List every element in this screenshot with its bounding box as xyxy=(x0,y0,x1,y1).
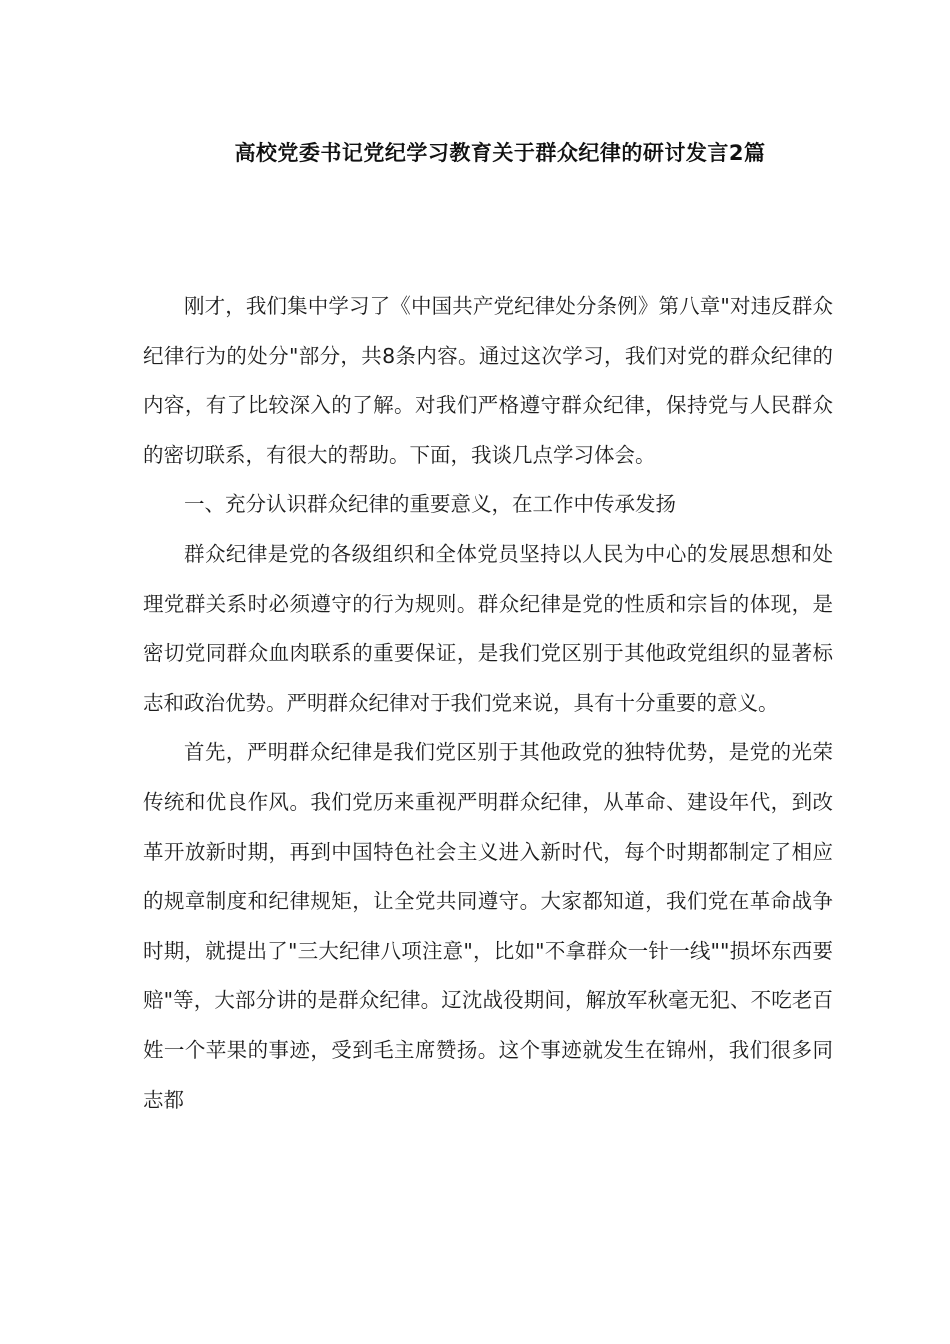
document-title: 高校党委书记党纪学习教育关于群众纪律的研讨发言2篇 xyxy=(234,141,766,165)
document-body xyxy=(143,282,833,1125)
section-heading-one: 一、充分认识群众纪律的重要意义，在工作中传承发扬 xyxy=(184,492,676,517)
paragraph-intro: 刚才，我们集中学习了《中国共产党纪律处分条例》第八章"对违反群众纪律行为的处分"部分，共8条内容。通过这次学习，我们对党的群众纪律的内容，有了比较深入的了解。对我们严格遵守群众纪律，保持党与人民群众的密切联系，有很大的帮助。下面，我谈几点学习体会。 xyxy=(143,294,833,467)
paragraph-definition: 群众纪律是党的各级组织和全体党员坚持以人民为中心的发展思想和处理党群关系时必须遵守的行为规则。群众纪律是党的性质和宗旨的体现，是密切党同群众血肉联系的重要保证，是我们党区别于其他政党组织的显著标志和政治优势。严明群众纪律对于我们党来说，具有十分重要的意义。 xyxy=(143,541,833,715)
paragraph-first-point: 首先，严明群众纪律是我们党区别于其他政党的独特优势，是党的光荣传统和优良作风。我们党历来重视严明群众纪律，从革命、建设年代，到改革开放新时期，再到中国特色社会主义进入新时代，每个时期都制定了相应的规章制度和纪律规矩，让全党共同遵守。大家都知道，我们党在革命战争时期，就提出了"三大纪律八项注意"，比如"不拿群众一针一线""损坏东西要赔"等，大部分讲的是群众纪律。辽沈战役期间，解放军秋毫无犯、不吃老百姓一个苹果的事迹，受到毛主席赞扬。这个事迹就发生在锦州，我们很多同志都 xyxy=(143,740,833,1112)
